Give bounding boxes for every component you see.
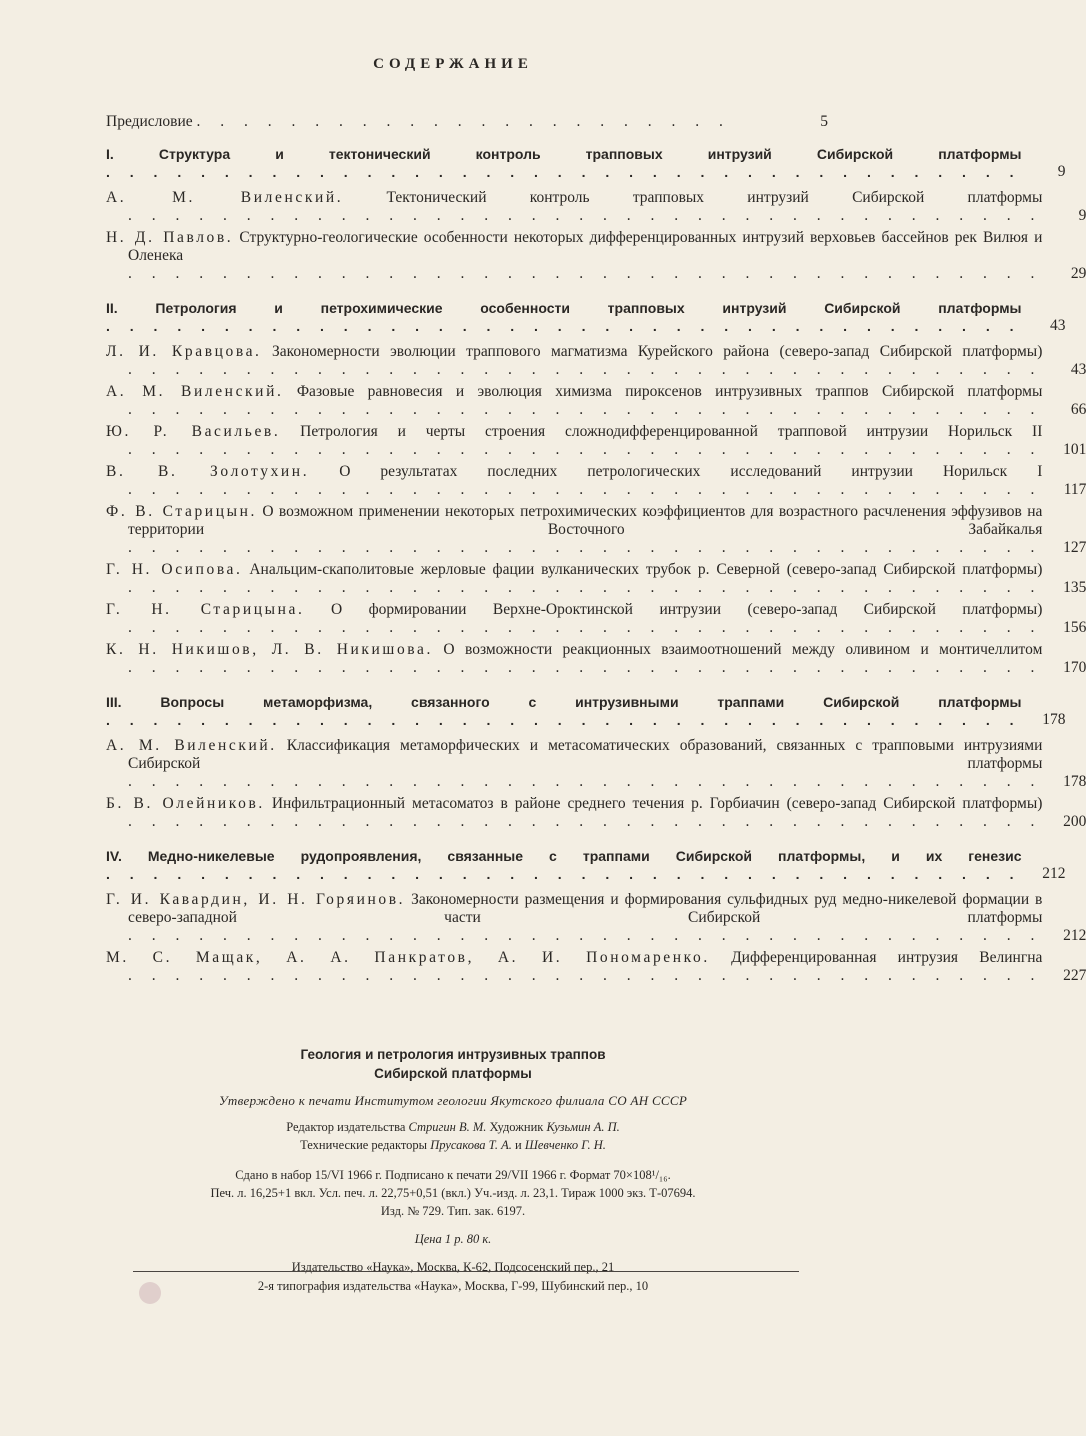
- contents-heading: СОДЕРЖАНИЕ: [373, 56, 533, 72]
- toc-page-number: 178: [1063, 773, 1086, 790]
- toc-entry-title: Дифференцированная интрузия Велингна: [731, 949, 1043, 966]
- toc-entry-author: Л. И. Кравцова.: [106, 343, 262, 360]
- toc-entry-title: Тектонический контроль трапповых интрузий Сибирской платформы: [386, 189, 1043, 206]
- toc-entry-title: Закономерности эволюции траппового магматизма Курейского района (северо-запад Сибирской платформы): [271, 343, 1043, 360]
- toc-entry-title: О формировании Верхне-Ороктинской интрузии (северо-запад Сибирской платформы): [330, 601, 1043, 618]
- toc-entry: Г. И. Кавардин, И. Н. Горяинов. Закономерности размещения и формирования сульфидных руд медно-никелевой формации в северо-западной части Сибирской платформы . . . . . . . . . . . . . . . . . . . . . . . . . . . . . . . . . . . . . . . 212: [106, 891, 1086, 944]
- toc-page-number: 117: [1063, 481, 1086, 498]
- toc-entry-title: Петрология и черты строения сложнодифференцированной трапповой интрузии Норильск II: [300, 423, 1043, 440]
- toc-page-number: 29: [1070, 265, 1086, 282]
- toc-entry-author: А. М. Виленский.: [106, 737, 277, 754]
- toc-page-number: 200: [1063, 813, 1086, 830]
- toc-entry-author: А. М. Виленский.: [106, 189, 344, 206]
- toc-entry-title: Фазовые равновесия и эволюция химизма пироксенов интрузивных траппов Сибирской платформы: [296, 383, 1043, 400]
- toc-entry-author: В. В. Золотухин.: [106, 463, 310, 480]
- toc-entry: В. В. Золотухин. О результатах последних петрологических исследований интрузии Норильск I . . . . . . . . . . . . . . . . . . . . . . . . . . . . . . . . . . . . . . . 117: [106, 463, 1086, 498]
- toc-entry-author: Б. В. Олейников.: [106, 795, 265, 812]
- toc-section-title: III. Вопросы метаморфизма, связанного с интрузивными траппами Сибирской платформы: [106, 694, 1022, 710]
- toc-entry-author: Г. Н. Старицына.: [106, 601, 305, 618]
- toc-entry: Л. И. Кравцова. Закономерности эволюции траппового магматизма Курейского района (северо-запад Сибирской платформы) . . . . . . . . . . . . . . . . . . . . . . . . . . . . . . . . . . . . . . . 43: [106, 343, 1086, 378]
- toc-entry: Ю. Р. Васильев. Петрология и черты строения сложнодифференцированной трапповой интрузии Норильск II . . . . . . . . . . . . . . . . . . . . . . . . . . . . . . . . . . . . . . . 101: [106, 423, 1086, 458]
- toc-section-heading: III. Вопросы метаморфизма, связанного с интрузивными траппами Сибирской платформы . . . . . . . . . . . . . . . . . . . . . . . . . . . . . . . . . . . . . . . 178: [106, 694, 1066, 728]
- print-specs: Сдано в набор 15/VI 1966 г. Подписано к печати 29/VII 1966 г. Формат 70×108¹/₁₆. Печ. л. 16,25+1 вкл. Усл. печ. л. 22,75+0,51 (вкл.) Уч.-изд. л. 23,1. Тираж 1000 экз. Т-07694. Изд. № 729. Тип. зак. 6197.: [210, 1168, 696, 1218]
- toc-page-number: 212: [1042, 865, 1066, 882]
- toc-entry-title: Структурно-геологические особенности некоторых дифференцированных интрузий верховьев бассейнов рек Вилюя и Оленека: [128, 229, 1043, 264]
- toc-page-number: 43: [1050, 317, 1066, 334]
- toc-entry-title: О возможном применении некоторых петрохимических коэффициентов для возрастного расчленения эффузивов на территории Восточного Забайкалья: [128, 503, 1043, 538]
- toc-page-number: 127: [1063, 539, 1086, 556]
- toc-page-number: 178: [1042, 711, 1066, 728]
- toc-section-title: I. Структура и тектонический контроль трапповых интрузий Сибирской платформы: [106, 146, 1022, 162]
- toc-entry: К. Н. Никишов, Л. В. Никишова. О возможности реакционных взаимоотношений между оливином и монтичеллитом . . . . . . . . . . . . . . . . . . . . . . . . . . . . . . . . . . . . . . . 170: [106, 641, 1086, 676]
- toc-section-title: IV. Медно-никелевые рудопроявления, связанные с траппами Сибирской платформы, и их генезис: [106, 848, 1022, 864]
- approval-note: Утверждено к печати Институтом геологии Якутского филиала СО АН СССР: [218, 1093, 688, 1108]
- toc-page-number: 66: [1070, 401, 1086, 418]
- toc-entry-title: Закономерности размещения и формирования сульфидных руд медно-никелевой формации в северо-западной части Сибирской платформы: [128, 891, 1043, 926]
- toc-page-number: 227: [1063, 967, 1086, 984]
- toc-entry-author: М. С. Мащак, А. А. Панкратов, А. И. Пономаренко.: [106, 949, 710, 966]
- toc-entry: М. С. Мащак, А. А. Панкратов, А. И. Пономаренко. Дифференцированная интрузия Велингна . . . . . . . . . . . . . . . . . . . . . . . . . . . . . . . . . . . . . . . 227: [106, 949, 1086, 984]
- toc-page-number: 5: [820, 113, 828, 130]
- toc-entry-author: Г. Н. Осипова.: [106, 561, 243, 578]
- toc-entry-title: Классификация метаморфических и метасоматических образований, связанных с трапповыми интрузиями Сибирской платформы: [128, 737, 1043, 772]
- toc-entry-author: Н. Д. Павлов.: [106, 229, 234, 246]
- toc-page-number: 170: [1063, 659, 1086, 676]
- price: Цена 1 р. 80 к.: [414, 1232, 492, 1246]
- toc-entry-preface: Предисловие . . . . . . . . . . . . . . . . . . . . . . . 5: [106, 113, 828, 130]
- toc-entry-author: Ф. В. Старицын.: [106, 503, 257, 520]
- toc-entry: Н. Д. Павлов. Структурно-геологические особенности некоторых дифференцированных интрузий верховьев бассейнов рек Вилюя и Оленека . . . . . . . . . . . . . . . . . . . . . . . . . . . . . . . . . . . . . . . 29: [106, 229, 1086, 282]
- toc-page-number: 212: [1063, 927, 1086, 944]
- toc-entry: Б. В. Олейников. Инфильтрационный метасоматоз в районе среднего течения р. Горбиачин (северо-запад Сибирской платформы) . . . . . . . . . . . . . . . . . . . . . . . . . . . . . . . . . . . . . . . 200: [106, 795, 1086, 830]
- toc-page-number: 9: [1078, 207, 1086, 224]
- publisher-address: Издательство «Наука», Москва, К-62, Подсосенский пер., 21: [291, 1260, 615, 1274]
- toc-entry-author: А. М. Виленский.: [106, 383, 284, 400]
- toc-entry: А. М. Виленский. Тектонический контроль трапповых интрузий Сибирской платформы . . . . . . . . . . . . . . . . . . . . . . . . . . . . . . . . . . . . . . . 9: [106, 189, 1086, 224]
- toc-page-number: 156: [1063, 619, 1086, 636]
- toc-page-number: 43: [1070, 361, 1086, 378]
- toc-entry: А. М. Виленский. Фазовые равновесия и эволюция химизма пироксенов интрузивных траппов Сибирской платформы . . . . . . . . . . . . . . . . . . . . . . . . . . . . . . . . . . . . . . . 66: [106, 383, 1086, 418]
- toc-entry: Г. Н. Осипова. Анальцим-скаполитовые жерловые фации вулканических трубок р. Северной (северо-запад Сибирской платформы) . . . . . . . . . . . . . . . . . . . . . . . . . . . . . . . . . . . . . . . 135: [106, 561, 1086, 596]
- colophon: [0, 1045, 906, 1276]
- toc-section-heading: II. Петрология и петрохимические особенности трапповых интрузий Сибирской платформы . . . . . . . . . . . . . . . . . . . . . . . . . . . . . . . . . . . . . . . 43: [106, 300, 1066, 334]
- toc-entry-title: О результатах последних петрологических исследований интрузии Норильск I: [339, 463, 1043, 480]
- toc-entry-author: К. Н. Никишов, Л. В. Никишова.: [106, 641, 433, 658]
- printer-address: 2-я типография издательства «Наука», Москва, Г-99, Шубинский пер., 10: [257, 1279, 649, 1293]
- table-of-contents: [106, 113, 1086, 989]
- toc-entry-title: Анальцим-скаполитовые жерловые фации вулканических трубок р. Северной (северо-запад Сибирской платформы): [249, 561, 1043, 578]
- toc-page-number: 101: [1063, 441, 1086, 458]
- toc-entry-author: Ю. Р. Васильев.: [106, 423, 281, 440]
- toc-section-heading: IV. Медно-никелевые рудопроявления, связанные с траппами Сибирской платформы, и их генезис . . . . . . . . . . . . . . . . . . . . . . . . . . . . . . . . . . . . . . . 212: [106, 848, 1066, 882]
- toc-section-title: II. Петрология и петрохимические особенности трапповых интрузий Сибирской платформы: [106, 300, 1022, 316]
- toc-entry-title: Инфильтрационный метасоматоз в районе среднего течения р. Горбиачин (северо-запад Сибирской платформы): [271, 795, 1043, 812]
- divider: [133, 1271, 799, 1272]
- toc-entry: Ф. В. Старицын. О возможном применении некоторых петрохимических коэффициентов для возрастного расчленения эффузивов на территории Восточного Забайкалья . . . . . . . . . . . . . . . . . . . . . . . . . . . . . . . . . . . . . . . 127: [106, 503, 1086, 556]
- toc-page-number: 135: [1063, 579, 1086, 596]
- toc-entry-author: Г. И. Кавардин, И. Н. Горяинов.: [106, 891, 406, 908]
- toc-entry-title: О возможности реакционных взаимоотношений между оливином и монтичеллитом: [443, 641, 1043, 658]
- toc-entry: Г. Н. Старицына. О формировании Верхне-Ороктинской интрузии (северо-запад Сибирской платформы) . . . . . . . . . . . . . . . . . . . . . . . . . . . . . . . . . . . . . . . 156: [106, 601, 1086, 636]
- toc-entry-title: Предисловие: [106, 113, 193, 130]
- book-title: Геология и петрология интрузивных траппов Сибирской платформы: [300, 1047, 606, 1081]
- toc-section-heading: I. Структура и тектонический контроль трапповых интрузий Сибирской платформы . . . . . . . . . . . . . . . . . . . . . . . . . . . . . . . . . . . . . . . 9: [106, 146, 1066, 180]
- credits: Редактор издательства Стригин В. М. Художник Кузьмин А. П. Технические редакторы Прусакова Т. А. и Шевченко Г. Н.: [286, 1120, 620, 1152]
- toc-entry: А. М. Виленский. Классификация метаморфических и метасоматических образований, связанных с трапповыми интрузиями Сибирской платформы . . . . . . . . . . . . . . . . . . . . . . . . . . . . . . . . . . . . . . . 178: [106, 737, 1086, 790]
- toc-page-number: 9: [1057, 163, 1066, 180]
